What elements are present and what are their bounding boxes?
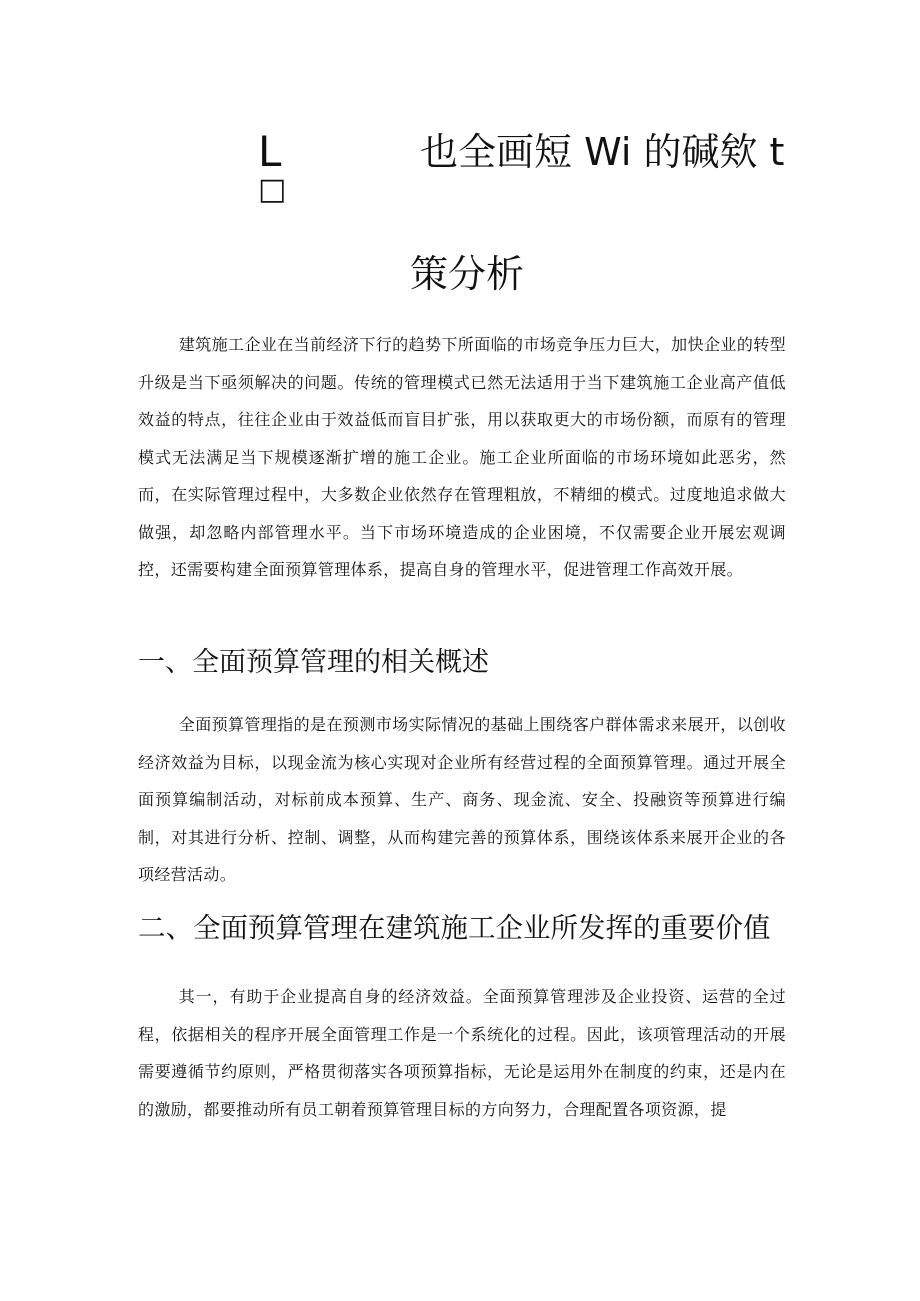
title-fragment-box: □ <box>258 172 287 207</box>
page-title: 也全画短 Wi 的碱欸 t <box>420 130 785 174</box>
section-1-paragraph: 全面预算管理指的是在预测市场实际情况的基础上围绕客户群体需求来展开，以创收经济效益为目标，以现金流为核心实现对企业所有经营过程的全面预算管理。通过开展全面预算编制活动，对标前成本预算、生产、商务、现金流、安全、投融资等预算进行编制，对其进行分析、控制、调整，从而构建完善的预算体系，围绕该体系来展开企业的各项经营活动。 <box>138 715 786 884</box>
section-2-paragraph: 其一，有助于企业提高自身的经济效益。全面预算管理涉及企业投资、运营的全过程，依据相关的程序开展全面管理工作是一个系统化的过程。因此，该项管理活动的开展需要遵循节约原则，严格贯彻落实各项预算指标，无论是运用外在制度的约束，还是内在的激励，都要推动所有员工朝着预算管理目标的方向努力，合理配置各项资源，提 <box>138 987 786 1119</box>
title-fragment-left: L <box>258 127 282 176</box>
section-2-heading: 二、全面预算管理在建筑施工企业所发挥的重要价值 <box>138 912 771 944</box>
page-subtitle: 策分析 <box>410 252 525 296</box>
intro-paragraph: 建筑施工企业在当前经济下行的趋势下所面临的市场竞争压力巨大，加快企业的转型升级是当下亟须解决的问题。传统的管理模式已然无法适用于当下建筑施工企业高产值低效益的特点，往往企业由于效益低而盲目扩张，用以获取更大的市场份额，而原有的管理模式无法满足当下规模逐渐扩增的施工企业。施工企业所面临的市场环境如此恶劣，然而，在实际管理过程中，大多数企业依然存在管理粗放，不精细的模式。过度地追求做大做强，却忽略内部管理水平。当下市场环境造成的企业困境，不仅需要企业开展宏观调控，还需要构建全面预算管理体系，提高自身的管理水平，促进管理工作高效开展。 <box>138 335 786 579</box>
section-1-heading: 一、全面预算管理的相关概述 <box>138 647 489 678</box>
